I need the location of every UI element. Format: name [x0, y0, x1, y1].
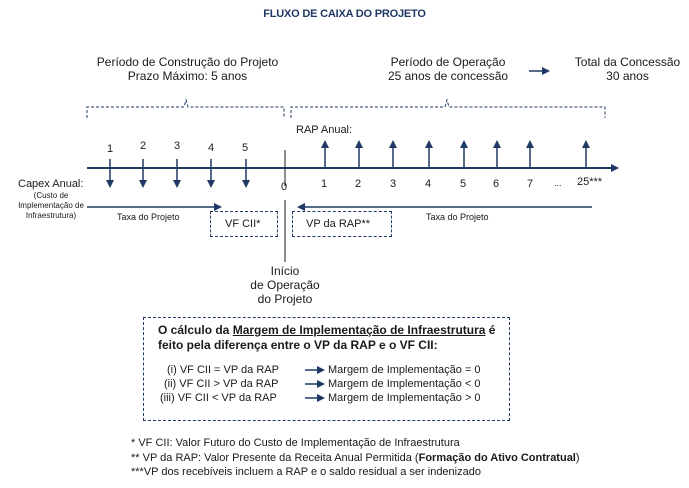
total-concession-line1: Total da Concessão [574, 55, 681, 69]
calc-row-right: Margem de Implementação > 0 [328, 392, 481, 404]
construction-year-label: 4 [208, 142, 215, 154]
taxa-projeto-left: Taxa do Projeto [117, 212, 180, 222]
footnote-vf-cii: * VF CII: Valor Futuro do Custo de Implementação de Infraestrutura [131, 437, 460, 449]
capex-sub-line2: Implementação de [18, 201, 84, 210]
inicio-line1: Início [270, 264, 300, 278]
calc-title [158, 323, 495, 353]
footnote-vp-rap [131, 452, 580, 464]
rap-anual-label: RAP Anual: [296, 124, 353, 136]
calc-title-underlined: Margem de Implementação de Infraestrutura [232, 323, 486, 337]
calc-row-left: (ii) VF CII > VP da RAP [164, 378, 279, 390]
total-concession-line2: 30 anos [606, 69, 649, 83]
vf-cii-label: VF CII* [225, 218, 261, 230]
diagram-title: FLUXO DE CAIXA DO PROJETO [263, 8, 426, 20]
operation-year-ellipsis: ... [554, 178, 562, 188]
taxa-projeto-right: Taxa do Projeto [426, 212, 489, 222]
capex-sub-line1: (Custo de [33, 191, 69, 200]
operation-period-line2: 25 anos de concessão [387, 69, 509, 83]
calc-title-line1 [158, 323, 495, 338]
construction-year-label: 1 [107, 143, 114, 155]
construction-period-line1: Período de Construção do Projeto [96, 55, 279, 69]
inicio-operacao-label [240, 264, 330, 306]
footnote-vp-rap-post: ) [575, 452, 580, 464]
rap-arrows [325, 142, 586, 168]
construction-year-label: 5 [242, 142, 249, 154]
capex-anual-label: Capex Anual: [18, 178, 84, 190]
calc-row-right: Margem de Implementação < 0 [328, 378, 481, 390]
capex-arrows [110, 159, 246, 186]
year-zero-label: 0 [281, 181, 288, 193]
operation-year-label: 5 [460, 178, 467, 190]
footnote-recebiveis: ***VP dos recebíveis incluem a RAP e o saldo residual a ser indenizado [131, 466, 481, 478]
calc-row-right: Margem de Implementação = 0 [328, 364, 481, 376]
calc-row-left: (i) VF CII = VP da RAP [167, 364, 279, 376]
calc-row-left: (iii) VF CII < VP da RAP [160, 392, 277, 404]
footnote-vp-rap-pre: ** VP da RAP: Valor Presente da Receita Anual Permitida ( [131, 452, 419, 464]
margin-calculation-box [143, 317, 510, 421]
operation-year-label: 1 [321, 178, 328, 190]
operation-year-label: 3 [390, 178, 397, 190]
operation-year-label: 4 [425, 178, 432, 190]
calc-title-post: é [485, 323, 496, 337]
vp-rap-label: VP da RAP** [306, 218, 371, 230]
construction-period-line2: Prazo Máximo: 5 anos [127, 69, 248, 83]
operation-year-label: 25*** [577, 176, 603, 188]
capex-subtitle [13, 191, 89, 221]
vp-rap-box [292, 211, 392, 237]
operation-year-label: 6 [493, 178, 500, 190]
operation-brace [291, 100, 605, 118]
calc-title-pre: O cálculo da [158, 323, 233, 337]
operation-period-line1: Período de Operação [390, 55, 506, 69]
footnote-vp-rap-bold: Formação do Ativo Contratual [418, 452, 576, 464]
operation-year-label: 2 [355, 178, 362, 190]
vf-cii-box [210, 211, 278, 237]
inicio-line2: de Operação [250, 278, 320, 292]
operation-year-label: 7 [527, 178, 534, 190]
construction-year-label: 3 [174, 140, 181, 152]
calc-title-line2: feito pela diferença entre o VP da RAP e o VF CII: [158, 338, 438, 352]
capex-sub-line3: Infraestrutura) [25, 211, 77, 220]
inicio-line3: do Projeto [257, 292, 313, 306]
construction-year-label: 2 [140, 140, 147, 152]
construction-brace [87, 100, 284, 118]
